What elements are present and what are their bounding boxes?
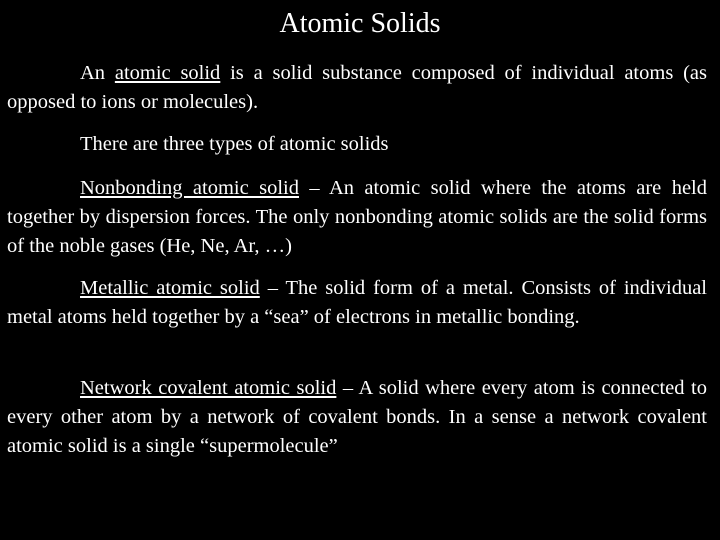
metallic-term: Metallic atomic solid xyxy=(80,277,260,299)
intro-paragraph xyxy=(7,59,707,117)
network-covalent-paragraph xyxy=(7,374,707,461)
slide-title: Atomic Solids xyxy=(279,8,441,39)
network-covalent-definition: – A solid where every atom is connected to every other atom by a network of covalent bonds. In a sense a network covalent atomic solid is a single “supermolecule” xyxy=(7,377,707,457)
network-covalent-term: Network covalent atomic solid xyxy=(80,377,337,399)
nonbonding-definition: – An atomic solid where the atoms are held together by dispersion forces. The only nonbonding atomic solids are the solid forms of the noble gases (He, Ne, Ar, …) xyxy=(7,177,707,257)
metallic-paragraph xyxy=(7,274,707,332)
types-intro-paragraph: There are three types of atomic solids xyxy=(80,133,389,155)
nonbonding-term: Nonbonding atomic solid xyxy=(80,177,299,199)
intro-text-before: An xyxy=(80,62,115,84)
intro-text-after: is a solid substance composed of individual atoms (as opposed to ions or molecules). xyxy=(7,62,707,113)
metallic-definition: – The solid form of a metal. Consists of individual metal atoms held together by a “sea” of electrons in metallic bonding. xyxy=(7,277,707,328)
nonbonding-paragraph xyxy=(7,174,707,261)
atomic-solid-term: atomic solid xyxy=(114,62,221,84)
